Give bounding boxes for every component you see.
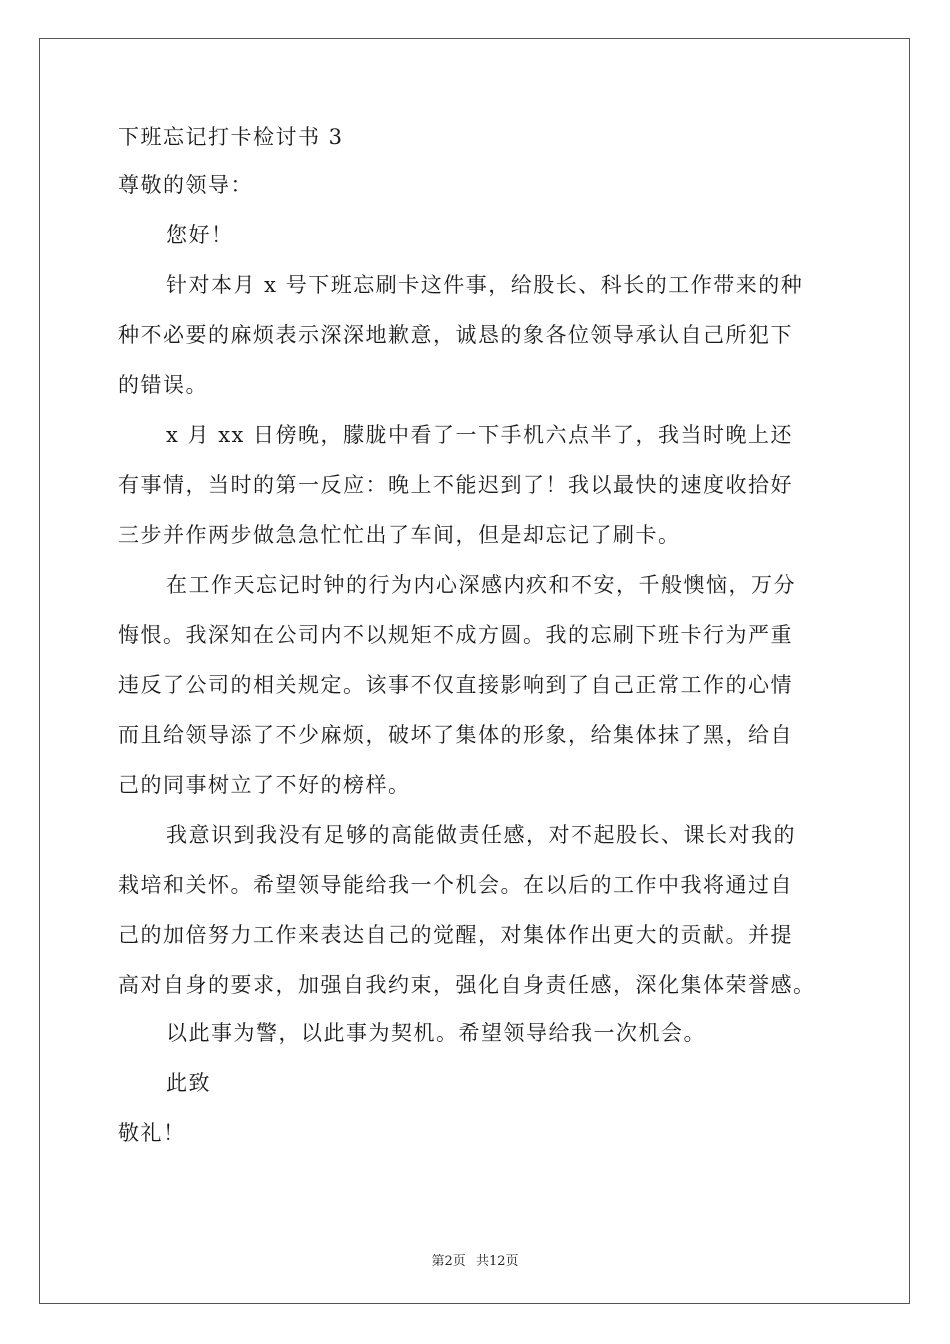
greeting: 您好！ — [166, 223, 234, 247]
page-footer — [0, 1250, 950, 1269]
salutation: 尊敬的领导： — [118, 173, 253, 197]
document-body — [118, 124, 838, 1147]
paragraph-line: 悔恨。我深知在公司内不以规矩不成方圆。我的忘刷下班卡行为严重 — [118, 623, 793, 647]
paragraph-line: 在工作天忘记时钟的行为内心深感内疚和不安，千般懊恼，万分 — [166, 573, 796, 597]
paragraph-line: 针对本月 x 号下班忘刷卡这件事，给股长、科长的工作带来的种 — [166, 273, 804, 297]
paragraph-line: 的错误。 — [118, 373, 208, 397]
paragraph-3 — [118, 572, 838, 799]
paragraph-line: 种不必要的麻烦表示深深地歉意，诚恳的象各位领导承认自己所犯下 — [118, 323, 793, 347]
document-title: 下班忘记打卡检讨书 3 — [118, 125, 344, 149]
paragraph-5 — [118, 1020, 838, 1047]
page-number: 第2页 — [431, 1254, 466, 1269]
closing-line-1: 此致 — [166, 1071, 211, 1095]
paragraph-1 — [118, 272, 838, 399]
paragraph-line: x 月 xx 日傍晚，朦胧中看了一下手机六点半了，我当时晚上还 — [166, 423, 794, 447]
paragraph-line: 高对自身的要求，加强自我约束，强化自身责任感，深化集体荣誉感。 — [118, 973, 816, 997]
paragraph-line: 三步并作两步做急急忙忙出了车间，但是却忘记了刷卡。 — [118, 523, 681, 547]
paragraph-4 — [118, 822, 838, 999]
paragraph-line: 己的同事树立了不好的榜样。 — [118, 773, 411, 797]
closing-line-2: 敬礼！ — [118, 1121, 186, 1145]
paragraph-2 — [118, 422, 838, 549]
page-total: 共12页 — [475, 1254, 519, 1269]
paragraph-line: 栽培和关怀。希望领导能给我一个机会。在以后的工作中我将通过自 — [118, 873, 793, 897]
paragraph-line: 违反了公司的相关规定。该事不仅直接影响到了自己正常工作的心情 — [118, 673, 793, 697]
paragraph-line: 而且给领导添了不少麻烦，破坏了集体的形象，给集体抹了黑，给自 — [118, 723, 793, 747]
paragraph-line: 己的加倍努力工作来表达自己的觉醒，对集体作出更大的贡献。并提 — [118, 923, 793, 947]
paragraph-line: 有事情，当时的第一反应：晚上不能迟到了！我以最快的速度收拾好 — [118, 473, 793, 497]
paragraph-line: 以此事为警，以此事为契机。希望领导给我一次机会。 — [166, 1021, 706, 1045]
paragraph-line: 我意识到我没有足够的高能做责任感，对不起股长、课长对我的 — [166, 823, 796, 847]
